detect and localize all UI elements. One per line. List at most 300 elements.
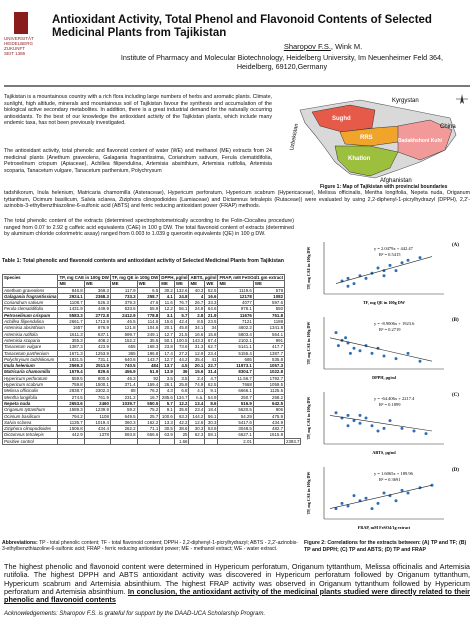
species-cell: Nepeta nuda [3, 400, 58, 406]
affiliation: Institute of Pharmacy and Molecular Biotechnology, Heidelberg University, Im Neuenheimer Feld 364, Heidelberg, 69120,Germany [120, 53, 444, 71]
value-cell: 64.6 [205, 306, 218, 312]
panel-tag: (C) [452, 393, 459, 398]
other-authors: , Wink M. [330, 42, 363, 51]
value-cell: 168.3 [137, 344, 160, 350]
value-cell: 2838.7 [58, 388, 84, 394]
value-cell: 355.3 [58, 337, 84, 343]
y-axis-label: TP, mg CAE in 100g DW [306, 471, 311, 515]
data-point [353, 282, 356, 285]
data-point [401, 489, 404, 492]
value-cell: 1119.6 [218, 287, 253, 293]
value-cell: 67.4 [205, 337, 218, 343]
value-cell: 642.5 [253, 400, 284, 406]
logo-line: UNIVERSITÄT [4, 36, 34, 41]
value-cell: 550 [253, 306, 284, 312]
value-cell: 2.4 [189, 375, 205, 381]
value-cell: 11.6 [160, 300, 175, 306]
map-label: Sughd [332, 116, 351, 122]
value-cell: 5620.5 [218, 407, 253, 413]
value-cell: 16.7 [137, 394, 160, 400]
results-table [2, 274, 301, 445]
species-cell: Anethum graveolens [3, 287, 58, 293]
value-cell: 132.6 [174, 287, 189, 293]
value-cell: 1657 [58, 325, 84, 331]
value-cell: 1022.8 [253, 369, 284, 375]
value-cell: 62.3 [189, 432, 205, 438]
value-cell: 59.2 [110, 407, 137, 413]
species-cell: Artemisia scoparia [3, 337, 58, 343]
x-axis-label: ABTS, µg/ml [372, 450, 396, 455]
value-cell: 564.1 [253, 331, 284, 337]
data-point [371, 352, 374, 355]
value-cell: 13.3 [160, 419, 175, 425]
value-cell: 3.5 [174, 375, 189, 381]
value-cell: 45.8 [174, 325, 189, 331]
value-cell: 2393.7 [286, 438, 300, 444]
value-cell: 1431.9 [58, 306, 84, 312]
value-cell: 16.6 [205, 293, 218, 299]
value-cell: 456.9 [110, 369, 137, 375]
value-cell: 73.6 [174, 344, 189, 350]
scatter-panel [306, 242, 459, 305]
value-cell: 41 [205, 356, 218, 362]
data-point [419, 256, 422, 259]
value-cell: 13.9 [160, 369, 175, 375]
value-cell: 52.5 [205, 287, 218, 293]
value-cell: 9.1 [205, 388, 218, 394]
value-cell: 365 [110, 350, 137, 356]
map-label: China [440, 124, 456, 130]
value-cell: 144.2 [189, 413, 205, 419]
value-cell: 1387.3 [58, 344, 84, 350]
value-cell: 2511.9 [84, 363, 110, 369]
value-cell: 56.1 [205, 413, 218, 419]
value-cell: 17.4 [160, 350, 175, 356]
value-cell: 593.8 [110, 432, 137, 438]
value-cell: 423.9 [84, 344, 110, 350]
value-cell: 1378 [84, 432, 110, 438]
first-author: Sharopov F.S. [283, 42, 331, 51]
abbreviations-label: Abbreviations: [2, 540, 38, 546]
species-cell: Hypericum scabrum [3, 382, 58, 388]
value-cell: 23.5 [205, 319, 218, 325]
value-cell: 3.5 [160, 375, 175, 381]
trend-line [330, 338, 432, 361]
value-cell: 36 [174, 369, 189, 375]
data-point [371, 507, 374, 510]
value-cell: 434.4 [84, 426, 110, 432]
regression-equation: y = -8.9006x + 1923.6 [374, 321, 415, 326]
table-header: TP, mg CAE in 100g DW [59, 275, 109, 280]
value-cell: 599.7 [110, 331, 137, 337]
value-cell: 76.7 [174, 300, 189, 306]
value-cell: 1135.7 [58, 419, 84, 425]
data-point [401, 427, 404, 430]
value-cell: 778.8 [137, 312, 160, 318]
value-cell: 33.3 [205, 300, 218, 306]
value-cell: 31.4 [205, 369, 218, 375]
value-cell: 371.4 [110, 382, 137, 388]
value-cell: 21.5 [174, 331, 189, 337]
regression-equation: y = 1.6065x + 189.96 [374, 471, 413, 476]
data-point [341, 502, 344, 505]
value-cell: 20.1 [189, 363, 205, 369]
value-cell: 1341.8 [253, 325, 284, 331]
data-point [395, 269, 398, 272]
data-point [347, 424, 350, 427]
value-cell [253, 438, 284, 444]
value-cell: 740.5 [110, 363, 137, 369]
value-cell: 2102.1 [218, 337, 253, 343]
acknowledgements: Acknowledgements: Sharopov F.S. is grateful for support by the DAAD-UCA Scholarship Program. [4, 611, 266, 617]
value-cell: 1.66 [174, 438, 189, 444]
value-cell: 1019.4 [84, 419, 110, 425]
species-cell: Artemisia absinthium [3, 325, 58, 331]
value-cell: 100.5 [174, 337, 189, 343]
value-cell: 88 [110, 388, 137, 394]
value-cell: 63.3 [174, 413, 189, 419]
regression-equation: y = 2.0479x + 442.47 [374, 246, 413, 251]
value-cell: 40.3 [189, 287, 205, 293]
regression-equation: y = -64.406x + 2217.4 [374, 396, 415, 401]
r-squared: R² = 0.2719 [379, 327, 401, 332]
value-cell [84, 438, 110, 444]
map-label: Khatlon [348, 156, 371, 162]
table-row [3, 438, 301, 444]
value-cell: 4 [189, 293, 205, 299]
y-axis-label: TP, mg CAE in 100g DW [306, 321, 311, 365]
value-cell: 35.8 [174, 407, 189, 413]
value-cell: 54.9 [205, 394, 218, 400]
conclusion-paragraph [4, 563, 470, 604]
value-cell: 63.9 [160, 432, 175, 438]
value-cell: 379.3 [110, 300, 137, 306]
species-cell: Ocimum basilicum [3, 413, 58, 419]
map-label: Uzbekistan [289, 123, 300, 151]
value-cell: 1611.3 [58, 331, 84, 337]
value-cell: 2.01 [218, 438, 253, 444]
data-point [347, 414, 350, 417]
value-cell: 274.5 [58, 394, 84, 400]
data-point [347, 285, 350, 288]
value-cell: 4077 [218, 300, 253, 306]
value-cell: 12.6 [189, 419, 205, 425]
methods-paragraph-1: The antioxidant activity, total phenolic and flavonoid content of water (WE) and methanol (ME) extracts from 24 medicinal plants (Anethum graveolens, Galagania fragrantissima, Coriandrum sativum, Ferula clematidifolia, Petroselinum crispum (Apiaceae), Achillea filipendulina, Artemisia absinthium, Artemisia rutifolia, Artemisia scoparia, Tanacetum vulgare, Tanacetum parthenium, Polychrysum [4, 148, 272, 174]
value-cell: 152.2 [110, 337, 137, 343]
value-cell: 4.1 [160, 293, 175, 299]
value-cell: 4602.2 [218, 325, 253, 331]
panel-tag: (D) [452, 468, 459, 473]
value-cell: 23.8 [160, 344, 175, 350]
value-cell [205, 438, 218, 444]
value-cell: 597.6 [253, 300, 284, 306]
value-cell: 186.8 [137, 350, 160, 356]
value-cell [160, 438, 175, 444]
value-cell: 976.1 [218, 306, 253, 312]
data-point [377, 267, 380, 270]
table-subheader: ME [218, 281, 253, 287]
value-cell: 733.3 [110, 293, 137, 299]
value-cell: 24.8 [189, 306, 205, 312]
value-cell: 2772.8 [84, 312, 110, 318]
value-cell: 906 [253, 407, 284, 413]
value-cell: 1515.8 [253, 432, 284, 438]
value-cell: 46.5 [110, 319, 137, 325]
table-subheader: WE [174, 281, 189, 287]
value-cell [58, 438, 84, 444]
species-cell: Polychrysum tadshikorum [3, 356, 58, 362]
table-header: FRAP, mM FeSO4/1 gm extract [219, 275, 284, 280]
species-cell: Achillea filipendulina [3, 319, 58, 325]
value-cell: 1108 [84, 413, 110, 419]
value-cell: 50.1 [160, 337, 175, 343]
seal-icon [14, 12, 28, 34]
data-point [401, 261, 404, 264]
value-cell: 25 [174, 432, 189, 438]
panel-tag: (A) [452, 243, 459, 248]
value-cell: 6.8 [174, 388, 189, 394]
poster-title: Antioxidant Activity, Total Phenol and Flavonoid Contents of Selected Medicinal Plants from Tajikistan [52, 14, 432, 39]
value-cell: 5803.4 [218, 331, 253, 337]
value-cell: 285.6 [160, 394, 175, 400]
value-cell: 100.6 [160, 413, 175, 419]
value-cell: 5.7 [160, 400, 175, 406]
value-cell: 51.9 [137, 369, 160, 375]
value-cell: 47.6 [137, 300, 160, 306]
data-point [407, 259, 410, 262]
value-cell: 12.7 [160, 331, 175, 337]
value-cell: 579 [253, 287, 284, 293]
value-cell: 44.2 [174, 356, 189, 362]
x-axis-label: FRAP, mM FeSO4/1g extract [357, 525, 411, 530]
value-cell: 4.5 [174, 363, 189, 369]
value-cell: 369.3 [84, 287, 110, 293]
value-cell: 24.8 [174, 293, 189, 299]
data-point [349, 352, 352, 355]
table-subheader: ME [58, 281, 84, 287]
data-point [344, 336, 347, 339]
value-cell: 114.6 [137, 319, 160, 325]
data-point [359, 422, 362, 425]
species-cell: Tanacetum vulgare [3, 344, 58, 350]
value-cell: 117.9 [110, 287, 137, 293]
scatter-panel [306, 317, 459, 380]
value-cell: 12.9 [189, 350, 205, 356]
value-cell: 1188 [253, 319, 284, 325]
value-cell: 482.7 [253, 426, 284, 432]
data-point [383, 355, 386, 358]
value-cell: 143.3 [189, 337, 205, 343]
map-label: Kyrgystan [392, 98, 419, 104]
university-logo [4, 12, 40, 72]
value-cell: 2653.6 [58, 400, 84, 406]
value-cell: 761.8 [253, 312, 284, 318]
data-point [335, 331, 338, 334]
data-point [353, 347, 356, 350]
value-cell: 26.1 [160, 382, 175, 388]
conclusion-text: The highest phenolic and flavonoid content were determined in Hypericum perforatum, Origanum tyttanthum, Melissa officinalis and Artemisia rutifolia. The highest DPPH and ABTS antioxidant activity was discovered in Hypericum perforatum followed by Origanum tyttanthum, Hypericum scabrum and Artemisia absinthium. The highest FRAP activity was observed in Origanum tyttanthum followed by Hypericum perforatum and Artemisia absinthium. [4, 562, 470, 596]
map-label: Badakhshoni Kuhi [398, 138, 442, 144]
value-cell: 4.1 [189, 388, 205, 394]
value-cell: 829.6 [84, 369, 110, 375]
value-cell: 12178 [218, 293, 253, 299]
value-cell: 3.1 [160, 312, 175, 318]
value-cell: 7121 [218, 319, 253, 325]
scatter-panel [306, 467, 459, 530]
value-cell: 1387.7 [253, 350, 284, 356]
table-subheader: ME [189, 281, 205, 287]
trend-line [336, 257, 432, 284]
value-cell: 250.7 [218, 394, 253, 400]
table-subheader: WE [253, 281, 284, 287]
value-cell: 12.2 [174, 400, 189, 406]
map-label: Afghanistan [380, 178, 412, 184]
value-cell: 8304.7 [218, 369, 253, 375]
value-cell: 30.3 [189, 426, 205, 432]
value-cell: 1082 [253, 293, 284, 299]
data-point [395, 357, 398, 360]
value-cell: 800.6 [84, 375, 110, 381]
value-cell: 1108.7 [58, 300, 84, 306]
conclusion-highlight: In conclusion, the antioxidant activity of the medicinal plants studied were directly related to their phenolic and flavonoid contents [4, 586, 471, 605]
value-cell: 76.2 [137, 388, 160, 394]
map-label: RRS [360, 135, 373, 141]
data-point [359, 414, 362, 417]
value-cell: 15.8 [205, 331, 218, 337]
value-cell: 1239.9 [84, 407, 110, 413]
data-point [377, 430, 380, 433]
tajikistan-map [280, 90, 470, 185]
value-cell: 685 [218, 356, 253, 362]
value-cell: 22.7 [205, 363, 218, 369]
table-subheader: WE [84, 281, 110, 287]
value-cell: 533.6 [110, 306, 137, 312]
data-point [365, 497, 368, 500]
value-cell: 13.7 [160, 363, 175, 369]
value-cell: 12.7 [160, 356, 175, 362]
value-cell: 7668 [218, 382, 253, 388]
value-cell: 2412.9 [110, 312, 137, 318]
value-cell: 13.4 [189, 400, 205, 406]
abbreviations-text: TP - total phenolic content; TF - total flavonoid content; DPPH - 2,2-diphenyl-1-picrylhydrazyl; ABTS - 2,2'-azinobis-3-ethylbenzthiazoline-6-sulfonic acid; FRAP - ferric reducing antioxidant power; ME - methanol extract; WE - water extract. [2, 540, 298, 553]
y-axis-label: TP, mg CAE in 100g DW [306, 396, 311, 440]
value-cell: 134.7 [174, 394, 189, 400]
value-cell: 42.4 [174, 319, 189, 325]
value-cell: 23.4 [205, 350, 218, 356]
trend-line [330, 485, 432, 508]
value-cell: 1125.5 [253, 388, 284, 394]
species-cell: Dictamnus tetralepis [3, 432, 58, 438]
species-cell: Ferula clematidifolia [3, 306, 58, 312]
table-header: ABTS, µg/ml [190, 275, 217, 280]
value-cell: 1059.5 [253, 382, 284, 388]
value-cell: 449.9 [84, 306, 110, 312]
value-cell: 550.5 [137, 400, 160, 406]
table-header: TF, mg QE in 100g DW [111, 275, 159, 280]
value-cell: 159.4 [137, 382, 160, 388]
value-cell: 3048.5 [218, 426, 253, 432]
value-cell: 56.1 [174, 306, 189, 312]
data-point [383, 274, 386, 277]
value-cell: 484 [137, 363, 160, 369]
value-cell: 526.3 [84, 300, 110, 306]
value-cell: 434.9 [253, 419, 284, 425]
value-cell: 976.9 [84, 325, 110, 331]
value-cell: 6627.1 [218, 432, 253, 438]
data-point [347, 277, 350, 280]
panel-tag: (B) [452, 318, 459, 323]
data-point [419, 360, 422, 363]
value-cell: 15.6 [189, 369, 205, 375]
data-point [413, 430, 416, 433]
value-cell: 11676 [218, 312, 253, 318]
value-cell: 23.4 [189, 407, 205, 413]
value-cell: 11.56.7 [218, 375, 253, 381]
value-cell: 54.29 [218, 413, 253, 419]
value-cell: 640.6 [110, 356, 137, 362]
value-cell: 991 [253, 337, 284, 343]
value-cell: 1057.3 [253, 363, 284, 369]
value-cell: 794.2 [58, 413, 84, 419]
value-cell: 75.2 [137, 407, 160, 413]
r-squared: R² = 0.3691 [379, 477, 401, 482]
data-point [377, 502, 380, 505]
table-header: Species [3, 275, 58, 288]
data-point [335, 411, 338, 414]
value-cell: 15.6 [160, 319, 175, 325]
value-cell: 58.1 [205, 432, 218, 438]
abbreviations [2, 540, 298, 553]
value-cell [110, 438, 137, 444]
value-cell: 5583.3 [58, 312, 84, 318]
figure-2-caption: Figure 2: Correlations for the extracts between: (A) TP and TF; (B) TP and DPPH; (C) TP and ABTS; (D) TP and FRAP [304, 540, 467, 553]
value-cell: 1500.1 [84, 382, 110, 388]
data-point [383, 492, 386, 495]
species-cell: Origanum tyttanthum [3, 407, 58, 413]
value-cell: 12.2 [160, 306, 175, 312]
value-cell: 20.1 [160, 325, 175, 331]
species-cell: Inula helenium [3, 363, 58, 369]
value-cell: 11973.1 [218, 363, 253, 369]
value-cell: 35.4 [189, 356, 205, 362]
data-point [383, 427, 386, 430]
value-cell: 104.6 [137, 325, 160, 331]
value-cell: 27.2 [174, 350, 189, 356]
species-cell: Melissa officinalis [3, 388, 58, 394]
value-cell: 8.6 [205, 400, 218, 406]
value-cell: 31.3 [189, 344, 205, 350]
species-cell: Artemisia rutifolia [3, 331, 58, 337]
value-cell: 55.9 [137, 306, 160, 312]
value-cell: 18.4 [205, 407, 218, 413]
correlation-plots [302, 234, 470, 536]
value-cell: 417.7 [253, 344, 284, 350]
data-point [425, 432, 428, 435]
table-title: Table 1: Total phenolic and flavonoid contents and antioxidant activity of Selected Medicinal Plants from Tajikistan [2, 258, 284, 264]
data-point [407, 352, 410, 355]
table-subheader: WE [205, 281, 218, 287]
value-cell: 1506.8 [58, 426, 84, 432]
species-cell: Salvia sclarea [3, 419, 58, 425]
value-cell: 761.9 [84, 394, 110, 400]
value-cell: 408.2 [84, 337, 110, 343]
value-cell [137, 438, 160, 444]
value-cell [189, 438, 205, 444]
table-subheader: WE [137, 281, 160, 287]
methods-paragraph-3: The total phenolic content of the extracts (determined spectrophotometrically according to the Folin-Ciocalteu procedure) ranged from 0.07 to 2.92 g caffeic acid equivalents (CAE) in 100 g DW. The total flavonoid content of extracts (determined by aluminum chloride colorimetric assay) ranged from 0.003 to 1.039 g quercetin equivalents (QE) in 100 g DW. [4, 218, 294, 238]
data-point [337, 344, 340, 347]
intro-paragraph: Tajikistan is a mountainous country with a rich flora including large numbers of herbs and aromatic plants. Climate, sunlight, high altitude, minerals and mountainous soil of Tajikistan favour the synthesis and accumulation of the biological active secondary metabolites. In addition, there is a great industrial demand for the naturally occurring antioxidants. To the best of our knowledge the antioxidant activity of the Tajikistan plants, which include many endemic taxa, has not been previously investigated. [4, 94, 272, 127]
